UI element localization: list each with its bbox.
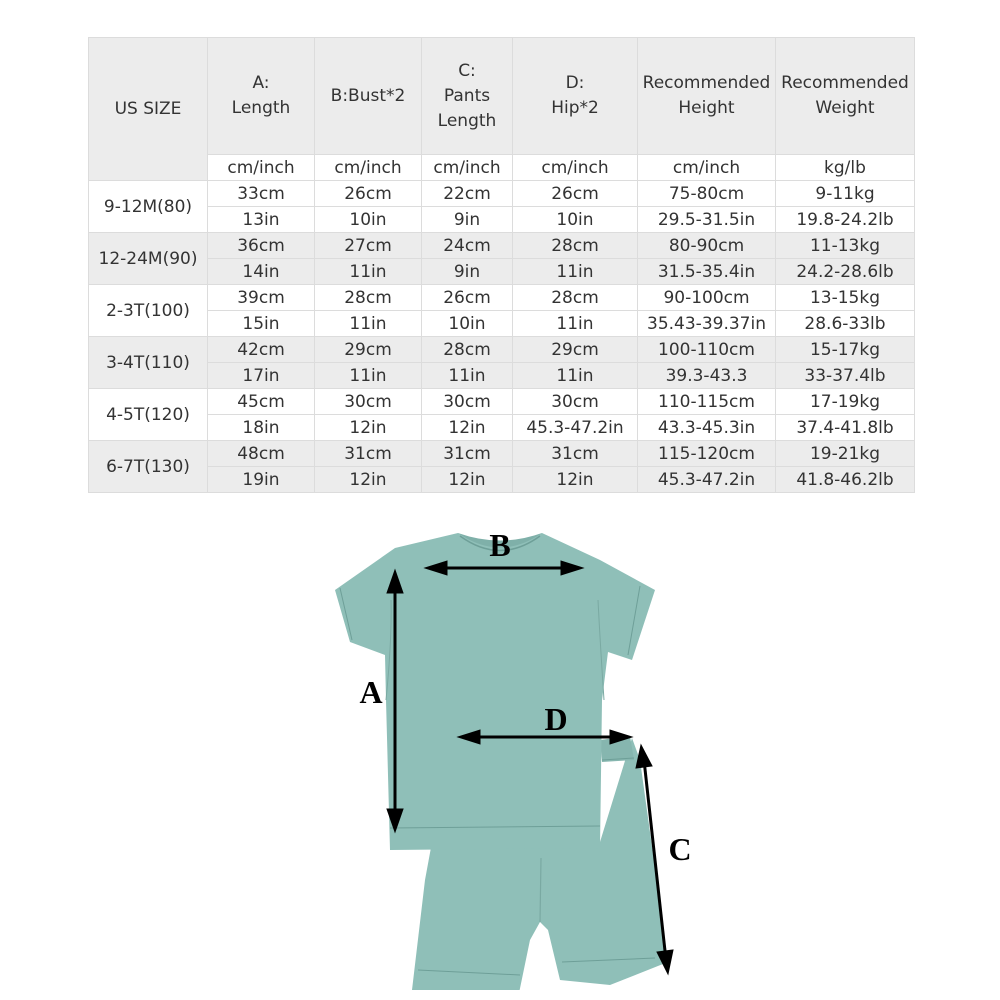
cm-value-cell: 29cm xyxy=(513,337,638,363)
cm-value-cell: 26cm xyxy=(513,181,638,207)
cm-value-cell: 100-110cm xyxy=(638,337,776,363)
size-label: 12-24M(90) xyxy=(89,233,208,285)
inch-value-cell: 11in xyxy=(315,259,422,285)
cm-value-cell: 28cm xyxy=(422,337,513,363)
label-b: B xyxy=(489,527,511,563)
unit-cell: cm/inch xyxy=(208,155,315,181)
inch-value-cell: 9in xyxy=(422,259,513,285)
table-row xyxy=(89,285,915,311)
inch-value-cell: 24.2-28.6lb xyxy=(776,259,915,285)
unit-cell: cm/inch xyxy=(422,155,513,181)
garment-illustration xyxy=(320,520,720,990)
inch-value-cell: 39.3-43.3 xyxy=(638,363,776,389)
header-us-size: US SIZE xyxy=(89,38,208,181)
inch-value-cell: 29.5-31.5in xyxy=(638,207,776,233)
inch-value-cell: 11in xyxy=(513,363,638,389)
inch-value-cell: 12in xyxy=(422,467,513,493)
table-row xyxy=(89,467,915,493)
inch-value-cell: 37.4-41.8lb xyxy=(776,415,915,441)
inch-value-cell: 19in xyxy=(208,467,315,493)
inch-value-cell: 18in xyxy=(208,415,315,441)
size-chart-table xyxy=(88,37,915,493)
inch-value-cell: 33-37.4lb xyxy=(776,363,915,389)
inch-value-cell: 12in xyxy=(422,415,513,441)
cm-value-cell: 36cm xyxy=(208,233,315,259)
inch-value-cell: 19.8-24.2lb xyxy=(776,207,915,233)
header-b-bust: B:Bust*2 xyxy=(315,38,422,155)
unit-cell: kg/lb xyxy=(776,155,915,181)
table-row xyxy=(89,233,915,259)
inch-value-cell: 13in xyxy=(208,207,315,233)
inch-value-cell: 12in xyxy=(513,467,638,493)
cm-value-cell: 115-120cm xyxy=(638,441,776,467)
inch-value-cell: 41.8-46.2lb xyxy=(776,467,915,493)
table-row xyxy=(89,181,915,207)
cm-value-cell: 31cm xyxy=(315,441,422,467)
label-c: C xyxy=(668,831,692,867)
header-recommended-weight: Recommended Weight xyxy=(776,38,915,155)
size-label: 4-5T(120) xyxy=(89,389,208,441)
table-row xyxy=(89,259,915,285)
inch-value-cell: 31.5-35.4in xyxy=(638,259,776,285)
cm-value-cell: 29cm xyxy=(315,337,422,363)
cm-value-cell: 42cm xyxy=(208,337,315,363)
cm-value-cell: 28cm xyxy=(513,233,638,259)
cm-value-cell: 19-21kg xyxy=(776,441,915,467)
unit-cell: cm/inch xyxy=(638,155,776,181)
inch-value-cell: 11in xyxy=(315,363,422,389)
tshirt-image xyxy=(335,533,655,850)
size-label: 6-7T(130) xyxy=(89,441,208,493)
header-a-length: A: Length xyxy=(208,38,315,155)
inch-value-cell: 10in xyxy=(315,207,422,233)
label-d: D xyxy=(544,701,568,737)
inch-value-cell: 10in xyxy=(422,311,513,337)
size-label: 2-3T(100) xyxy=(89,285,208,337)
cm-value-cell: 26cm xyxy=(315,181,422,207)
cm-value-cell: 39cm xyxy=(208,285,315,311)
cm-value-cell: 31cm xyxy=(513,441,638,467)
inch-value-cell: 35.43-39.37in xyxy=(638,311,776,337)
inch-value-cell: 9in xyxy=(422,207,513,233)
unit-cell: cm/inch xyxy=(315,155,422,181)
table-row xyxy=(89,441,915,467)
cm-value-cell: 30cm xyxy=(315,389,422,415)
inch-value-cell: 11in xyxy=(513,259,638,285)
cm-value-cell: 110-115cm xyxy=(638,389,776,415)
cm-value-cell: 15-17kg xyxy=(776,337,915,363)
cm-value-cell: 13-15kg xyxy=(776,285,915,311)
inch-value-cell: 11in xyxy=(513,311,638,337)
inch-value-cell: 12in xyxy=(315,415,422,441)
table-row xyxy=(89,207,915,233)
header-recommended-height: Recommended Height xyxy=(638,38,776,155)
cm-value-cell: 24cm xyxy=(422,233,513,259)
inch-value-cell: 15in xyxy=(208,311,315,337)
cm-value-cell: 28cm xyxy=(315,285,422,311)
size-label: 3-4T(110) xyxy=(89,337,208,389)
table-row xyxy=(89,337,915,363)
cm-value-cell: 22cm xyxy=(422,181,513,207)
inch-value-cell: 45.3-47.2in xyxy=(513,415,638,441)
cm-value-cell: 28cm xyxy=(513,285,638,311)
size-rows xyxy=(89,181,915,493)
cm-value-cell: 9-11kg xyxy=(776,181,915,207)
inch-value-cell: 11in xyxy=(315,311,422,337)
header-d-hip: D: Hip*2 xyxy=(513,38,638,155)
inch-value-cell: 14in xyxy=(208,259,315,285)
cm-value-cell: 33cm xyxy=(208,181,315,207)
cm-value-cell: 75-80cm xyxy=(638,181,776,207)
table-row xyxy=(89,363,915,389)
cm-value-cell: 30cm xyxy=(513,389,638,415)
inch-value-cell: 45.3-47.2in xyxy=(638,467,776,493)
size-label: 9-12M(80) xyxy=(89,181,208,233)
cm-value-cell: 27cm xyxy=(315,233,422,259)
cm-value-cell: 26cm xyxy=(422,285,513,311)
table-row xyxy=(89,415,915,441)
inch-value-cell: 10in xyxy=(513,207,638,233)
cm-value-cell: 80-90cm xyxy=(638,233,776,259)
cm-value-cell: 48cm xyxy=(208,441,315,467)
table-row xyxy=(89,389,915,415)
cm-value-cell: 90-100cm xyxy=(638,285,776,311)
inch-value-cell: 43.3-45.3in xyxy=(638,415,776,441)
inch-value-cell: 11in xyxy=(422,363,513,389)
inch-value-cell: 17in xyxy=(208,363,315,389)
table-row xyxy=(89,311,915,337)
inch-value-cell: 28.6-33lb xyxy=(776,311,915,337)
cm-value-cell: 11-13kg xyxy=(776,233,915,259)
inch-value-cell: 12in xyxy=(315,467,422,493)
unit-cell: cm/inch xyxy=(513,155,638,181)
label-a: A xyxy=(359,674,383,710)
cm-value-cell: 31cm xyxy=(422,441,513,467)
header-c-pants-length: C: Pants Length xyxy=(422,38,513,155)
cm-value-cell: 17-19kg xyxy=(776,389,915,415)
cm-value-cell: 30cm xyxy=(422,389,513,415)
cm-value-cell: 45cm xyxy=(208,389,315,415)
